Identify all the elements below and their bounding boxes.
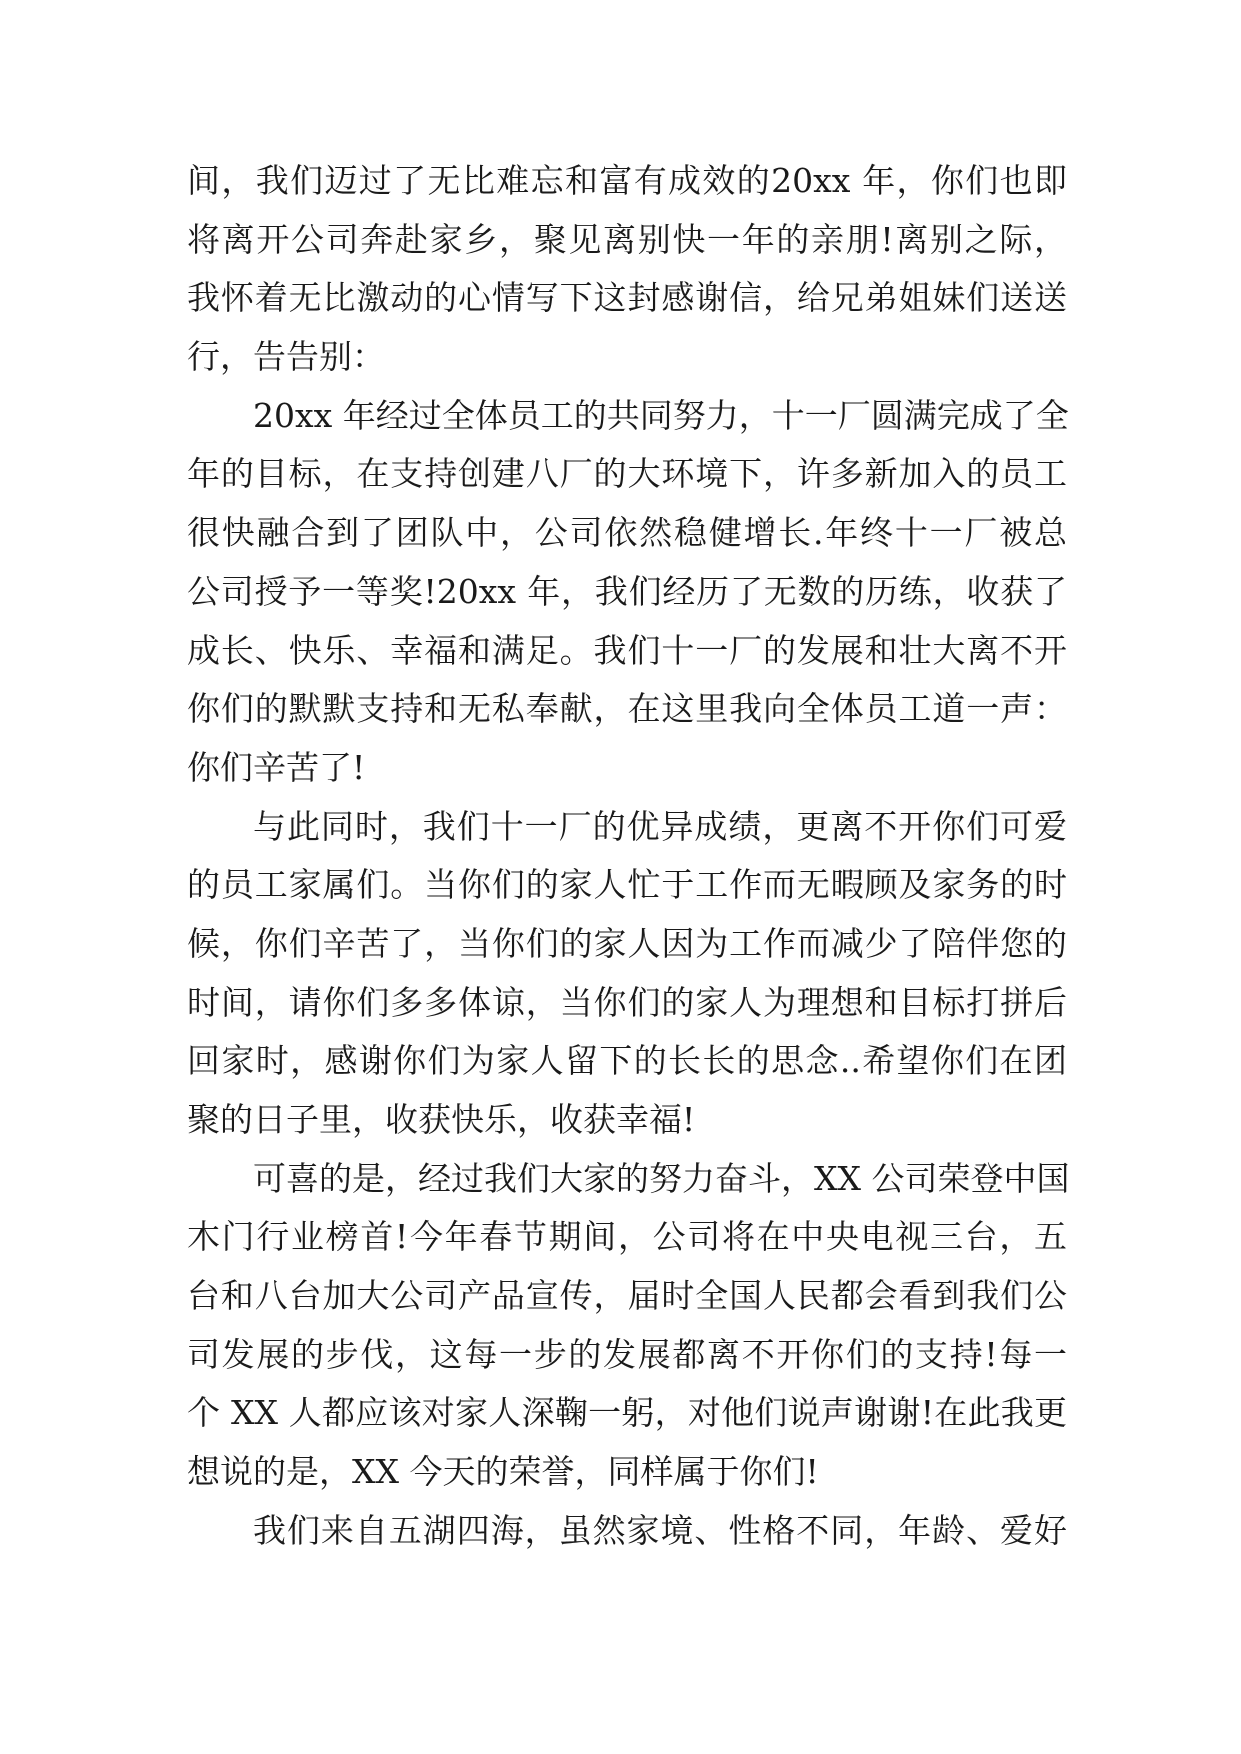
text-line: 20xx 年经过全体员工的共同努力，十一厂圆满完成了全: [253, 395, 1069, 435]
text-line: 很快融合到了团队中，公司依然稳健增长.年终十一厂被总: [187, 513, 1067, 553]
paragraph: [187, 798, 1067, 1150]
text-line: 你们辛苦了!: [187, 747, 366, 787]
text-line: 间，我们迈过了无比难忘和富有成效的20xx 年，你们也即: [187, 161, 1067, 200]
text-line: 个 XX 人都应该对家人深鞠一躬，对他们说声谢谢!在此我更: [187, 1393, 1067, 1433]
text-line: 台和八台加大公司产品宣传，届时全国人民都会看到我们公: [187, 1276, 1067, 1316]
text-line: 公司授予一等奖!20xx 年，我们经历了无数的历练，收获了: [187, 571, 1067, 611]
text-line: 我们来自五湖四海，虽然家境、性格不同，年龄、爱好: [253, 1510, 1067, 1550]
text-line: 成长、快乐、幸福和满足。我们十一厂的发展和壮大离不开: [187, 630, 1067, 670]
letter-body: [187, 152, 1070, 1561]
paragraph: [187, 387, 1067, 798]
paragraph: [187, 1502, 1067, 1561]
text-line: 可喜的是，经过我们大家的努力奋斗，XX 公司荣登中国: [253, 1158, 1070, 1198]
text-line: 我怀着无比激动的心情写下这封感谢信，给兄弟姐妹们送送: [187, 278, 1067, 318]
text-line: 你们的默默支持和无私奉献，在这里我向全体员工道一声：: [187, 689, 1067, 729]
text-line: 木门行业榜首!今年春节期间，公司将在中央电视三台，五: [187, 1217, 1067, 1257]
text-line: 年的目标，在支持创建八厂的大环境下，许多新加入的员工: [187, 454, 1067, 494]
text-line: 候，你们辛苦了，当你们的家人因为工作而减少了陪伴您的: [187, 923, 1067, 963]
text-line: 将离开公司奔赴家乡，聚见离别快一年的亲朋!离别之际，: [187, 219, 1067, 259]
text-line: 想说的是，XX 今天的荣誉，同样属于你们!: [187, 1452, 819, 1492]
text-line: 司发展的步伐，这每一步的发展都离不开你们的支持!每一: [187, 1334, 1067, 1374]
text-line: 与此同时，我们十一厂的优异成绩，更离不开你们可爱: [253, 806, 1067, 846]
text-line: 的员工家属们。当你们的家人忙于工作而无暇顾及家务的时: [187, 865, 1067, 905]
text-line: 回家时，感谢你们为家人留下的长长的思念..希望你们在团: [187, 1041, 1067, 1081]
paragraph: [187, 1150, 1070, 1502]
text-line: 时间，请你们多多体谅，当你们的家人为理想和目标打拼后: [187, 982, 1067, 1022]
paragraph: [187, 152, 1067, 387]
text-line: 行，告告别：: [187, 337, 385, 377]
text-line: 聚的日子里，收获快乐，收获幸福!: [187, 1100, 696, 1139]
